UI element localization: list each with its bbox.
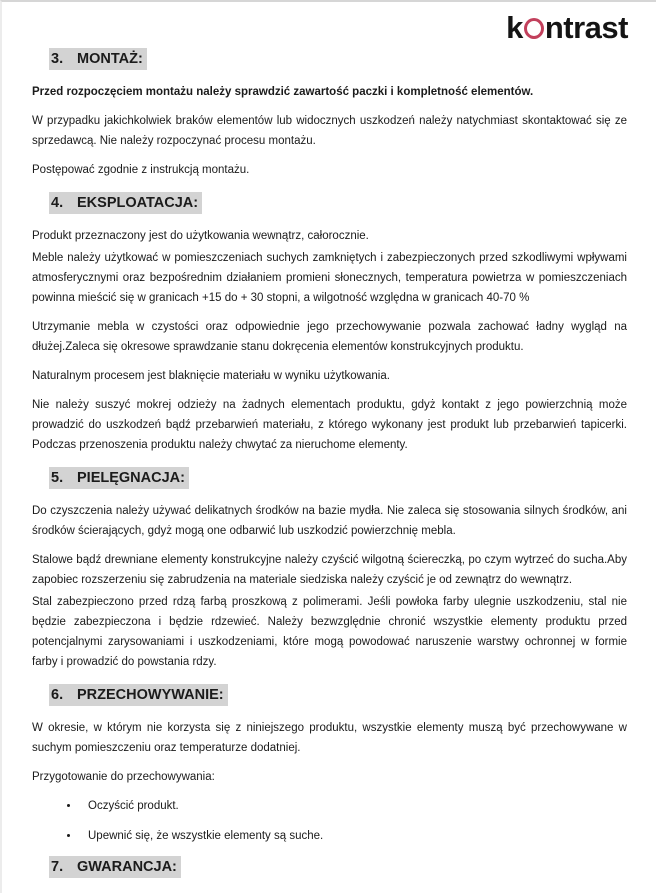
document-content: [2, 48, 656, 878]
section-heading-przechowywanie: [49, 684, 627, 706]
storage-checklist: [32, 796, 627, 846]
paragraph: Utrzymanie mebla w czystości oraz odpowiednie jego przechowywanie pozwala zachować ładny wygląd na dłużej.Zaleca się okresowe sprawdzanie stanu dokręcenia elementów konstrukcyjnych produktu.: [32, 321, 627, 353]
logo-text-right: ntrast: [544, 10, 628, 45]
paragraph: W okresie, w którym nie korzysta się z niniejszego produktu, wszystkie elementy muszą być przechowywane w suchym pomieszczeniu oraz temperaturze dodatniej.: [32, 722, 627, 754]
heading-highlight: [49, 192, 202, 214]
section-title: PRZECHOWYWANIE:: [77, 687, 224, 703]
section-number: 4.: [51, 195, 64, 211]
paragraph: Nie należy suszyć mokrej odzieży na żadnych elementach produktu, gdyż kontakt z jego powierzchnią może prowadzić do uszkodzeń bądź przebarwień materiału, z którego wykonany jest produkt lub przebarwień tapicerki. Podczas przenoszenia produktu należy chwytać za nieruchome elementy.: [32, 399, 627, 451]
list-item: • Upewnić się, że wszystkie elementy są suche.: [80, 826, 627, 846]
section-number: 3.: [51, 51, 64, 67]
paragraph: Stal zabezpieczono przed rdzą farbą proszkową z polimerami. Jeśli powłoka farby ulegnie uszkodzeniu, stal nie będzie zabezpieczona i będzie rdzewieć. Należy bezwzględnie chronić wszystkie elementy produktu przed potencjalnymi zarysowaniami i uszkodzeniami, które mogą powodować naruszenie warstwy ochronnej w formie farby i prowadzić do powstania rdzy.: [32, 596, 627, 668]
kontrast-logo: [506, 10, 628, 46]
paragraph: Naturalnym procesem jest blaknięcie materiału w wyniku użytkowania.: [32, 370, 390, 382]
paragraph: Produkt przeznaczony jest do użytkowania wewnątrz, całorocznie.: [32, 230, 369, 242]
logo-text-left: k: [506, 10, 523, 45]
logo-o-ring-icon: [524, 18, 544, 39]
section-heading-eksploatacja: [49, 192, 627, 214]
section-title: PIELĘGNACJA:: [77, 470, 185, 486]
heading-highlight: [49, 684, 228, 706]
paragraph: Przed rozpoczęciem montażu należy sprawdzić zawartość paczki i kompletność elementów.: [32, 86, 534, 98]
section-heading-gwarancja: [49, 856, 627, 878]
section-number: 7.: [51, 859, 64, 875]
section-title: EKSPLOATACJA:: [77, 195, 199, 211]
section-heading-pielegnacja: [49, 467, 627, 489]
paragraph: Postępować zgodnie z instrukcją montażu.: [32, 164, 250, 176]
heading-highlight: [49, 856, 181, 878]
section-title: MONTAŻ:: [77, 51, 143, 67]
section-title: GWARANCJA:: [77, 859, 177, 875]
paragraph: Stalowe bądź drewniane elementy konstrukcyjne należy czyścić wilgotną ściereczką, po czym wytrzeć do sucha.Aby zapobiec rozszerzeniu się zabrudzenia na materiale siedziska należy czyścić je od zewnątrz do wewnątrz.: [32, 554, 627, 586]
list-item: • Oczyścić produkt.: [80, 796, 627, 816]
section-number: 5.: [51, 470, 64, 486]
paragraph: Meble należy użytkować w pomieszczeniach suchych zamkniętych i zabezpieczonych przed szkodliwymi wpływami atmosferycznymi oraz bezpośrednim działaniem promieni słonecznych, temperatura powietrza w pomieszczeniach powinna mieścić się w granicach +15 do + 30 stopni, a wilgotność względna w granicach 40-70 %: [32, 252, 627, 304]
heading-highlight: [49, 48, 147, 70]
section-number: 6.: [51, 687, 64, 703]
section-heading-montaz: [49, 48, 627, 70]
paragraph: Przygotowanie do przechowywania:: [32, 771, 215, 783]
paragraph: Do czyszczenia należy używać delikatnych środków na bazie mydła. Nie zaleca się stosowania silnych środków, ani środków ścierających, gdyż mogą one odbarwić lub uszkodzić powierzchnię mebla.: [32, 505, 627, 537]
paragraph: W przypadku jakichkolwiek braków elementów lub widocznych uszkodzeń należy natychmiast skontaktować się ze sprzedawcą. Nie należy rozpoczynać procesu montażu.: [32, 115, 627, 147]
heading-highlight: [49, 467, 189, 489]
